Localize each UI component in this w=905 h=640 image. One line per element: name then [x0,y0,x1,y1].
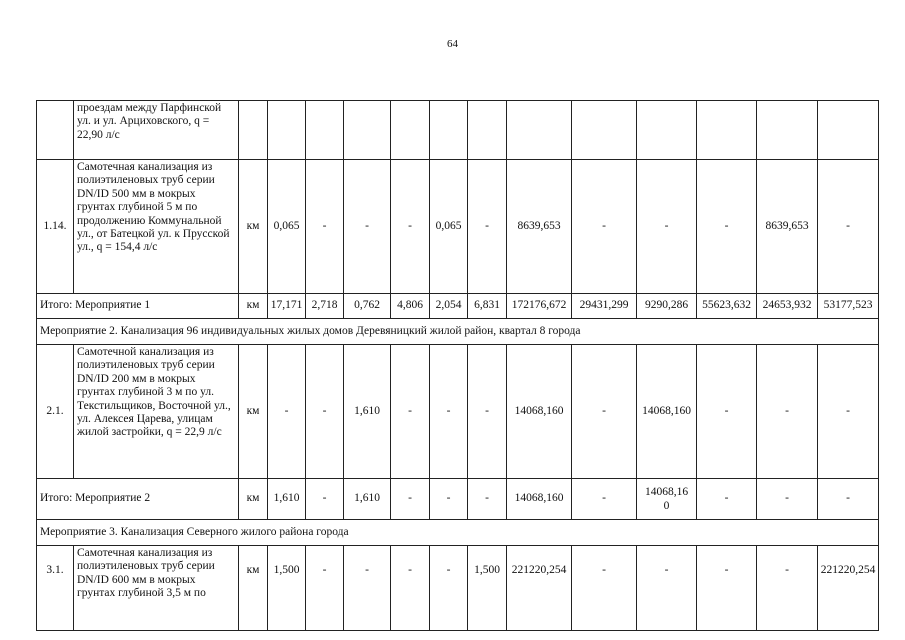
index-cell [37,101,74,160]
empty-cell [572,101,637,160]
value-cell: - [306,546,344,631]
table-row-section-header [37,319,879,345]
table-row-continuation [37,101,879,160]
table-row-total [37,294,879,319]
value-cell: - [818,345,879,479]
index-cell: 2.1. [37,345,74,479]
value-cell: - [391,546,430,631]
value-cell: - [637,160,697,294]
value-cell: 172176,672 [507,294,572,319]
empty-cell [468,101,507,160]
value-cell: - [430,345,468,479]
value-cell: - [697,345,757,479]
unit-cell: км [239,479,268,520]
empty-cell [430,101,468,160]
budget-table-body [37,101,879,631]
value-cell: - [306,345,344,479]
value-cell: - [430,479,468,520]
value-cell: 29431,299 [572,294,637,319]
value-cell: - [572,345,637,479]
value-cell: - [391,160,430,294]
budget-table [36,100,879,631]
unit-cell: км [239,160,268,294]
value-cell: 1,610 [344,479,391,520]
value-cell: - [468,479,507,520]
value-cell: - [572,479,637,520]
value-cell: - [757,546,818,631]
value-cell: 221220,254 [507,546,572,631]
value-cell: 1,610 [344,345,391,479]
value-cell: 2,054 [430,294,468,319]
description-cell: Самотечная канализация из полиэтиленовых труб серии DN/ID 500 мм в мокрых грунтах глубиной 5 м по продолжению Коммунальной ул., от Батецкой ул. к Прусской ул., q = 154,4 л/с [74,160,239,294]
table-row-item [37,345,879,479]
value-cell: 1,500 [268,546,306,631]
value-cell: 8639,653 [507,160,572,294]
value-cell: - [818,160,879,294]
unit-cell: км [239,345,268,479]
table-row-section-header [37,520,879,546]
value-cell: - [391,479,430,520]
value-cell: - [572,160,637,294]
value-cell: - [430,546,468,631]
value-cell: 14068,160 [507,345,572,479]
page-number: 64 [447,38,458,50]
value-cell: 0,762 [344,294,391,319]
value-cell: 9290,286 [637,294,697,319]
empty-cell [757,101,818,160]
empty-cell [818,101,879,160]
table-row-item [37,546,879,631]
empty-cell [391,101,430,160]
value-cell: - [391,345,430,479]
empty-cell [306,101,344,160]
table-row-total [37,479,879,520]
value-cell: - [697,546,757,631]
value-cell: 17,171 [268,294,306,319]
value-cell: - [344,546,391,631]
value-cell: 53177,523 [818,294,879,319]
value-cell: 0,065 [430,160,468,294]
value-cell: - [697,160,757,294]
value-cell: - [306,160,344,294]
empty-cell [344,101,391,160]
total-label-cell: Итого: Мероприятие 2 [37,479,239,520]
value-cell: - [697,479,757,520]
table-row-item [37,160,879,294]
description-cell: Самотечной канализация из полиэтиленовых труб серии DN/ID 200 мм в мокрых грунтах глубиной 3 м по ул. Текстильщиков, Восточной ул., ул. Алексея Царева, улицам жилой застройки, q = 22,9 л/с [74,345,239,479]
unit-cell: км [239,546,268,631]
value-cell: - [468,160,507,294]
value-cell: 0,065 [268,160,306,294]
value-cell: 55623,632 [697,294,757,319]
value-cell: 1,500 [468,546,507,631]
value-cell: - [572,546,637,631]
value-cell: 4,806 [391,294,430,319]
value-cell: - [468,345,507,479]
value-cell: 14068,16 0 [637,479,697,520]
empty-cell [507,101,572,160]
value-cell: 221220,254 [818,546,879,631]
value-cell: - [306,479,344,520]
value-cell: 6,831 [468,294,507,319]
total-label-cell: Итого: Мероприятие 1 [37,294,239,319]
value-cell: - [268,345,306,479]
description-cell: Самотечная канализация из полиэтиленовых труб серии DN/ID 600 мм в мокрых грунтах глубиной 3,5 м по [74,546,239,631]
value-cell: - [757,345,818,479]
description-cell: проездам между Парфинской ул. и ул. Арциховского, q = 22,90 л/с [74,101,239,160]
value-cell: 24653,932 [757,294,818,319]
value-cell: - [818,479,879,520]
value-cell: 14068,160 [507,479,572,520]
section-title-cell: Мероприятие 3. Канализация Северного жилого района города [37,520,879,546]
index-cell: 1.14. [37,160,74,294]
value-cell: 1,610 [268,479,306,520]
value-cell: - [637,546,697,631]
value-cell: 14068,160 [637,345,697,479]
empty-cell [239,101,268,160]
value-cell: 8639,653 [757,160,818,294]
empty-cell [697,101,757,160]
empty-cell [268,101,306,160]
value-cell: 2,718 [306,294,344,319]
section-title-cell: Мероприятие 2. Канализация 96 индивидуальных жилых домов Деревяницкий жилой район, квартал 8 города [37,319,879,345]
unit-cell: км [239,294,268,319]
value-cell: - [344,160,391,294]
index-cell: 3.1. [37,546,74,631]
value-cell: - [757,479,818,520]
empty-cell [637,101,697,160]
